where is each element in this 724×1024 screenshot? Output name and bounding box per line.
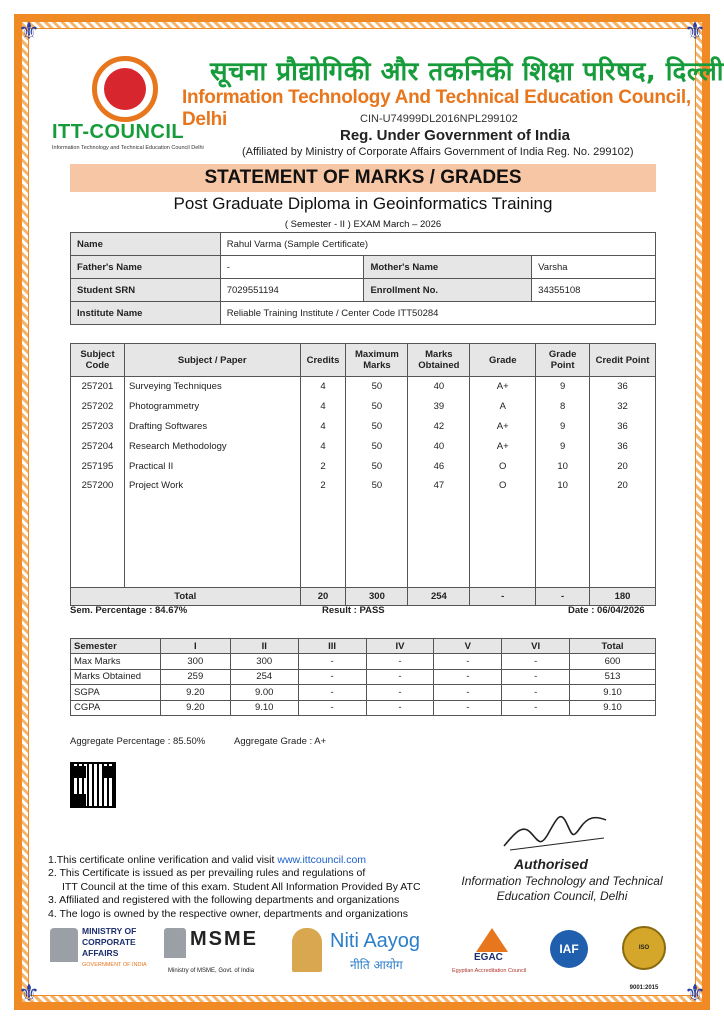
father-name: - [220, 256, 364, 279]
institute-name: Reliable Training Institute / Center Code ITT50284 [220, 302, 655, 325]
marks-table [70, 343, 656, 606]
verification-link[interactable]: www.ittcouncil.com [277, 854, 367, 866]
column-header: Credits [300, 344, 346, 377]
total-max-marks: 300 [346, 587, 408, 605]
table-cell: 40 [408, 436, 470, 456]
srn-label: Student SRN [71, 279, 221, 302]
table-cell: CGPA [71, 700, 161, 716]
table-cell: 257203 [71, 417, 125, 437]
student-name: Rahul Varma (Sample Certificate) [220, 233, 655, 256]
table-cell: - [502, 669, 570, 685]
mca-subtext: GOVERNMENT OF INDIA [82, 962, 147, 968]
table-cell: 513 [570, 669, 656, 685]
table-cell: 259 [160, 669, 230, 685]
student-srn: 7029551194 [220, 279, 364, 302]
table-cell: A [470, 397, 536, 417]
total-credit-point: 180 [590, 587, 656, 605]
table-cell: 32 [590, 397, 656, 417]
table-row [71, 476, 656, 496]
mca-logo: MINISTRY OF CORPORATE AFFAIRS [82, 926, 137, 958]
semester-percentage: Sem. Percentage : 84.67% [70, 605, 188, 616]
fleur-de-lis-icon: ⚜ [684, 979, 706, 1007]
cin-number: CIN-U74999DL2016NPL299102 [360, 113, 518, 125]
table-cell: 36 [590, 436, 656, 456]
total-label: Total [71, 587, 301, 605]
table-cell: - [366, 654, 434, 670]
column-header: II [230, 639, 298, 654]
aggregate-percentage: Aggregate Percentage : 85.50% [70, 736, 206, 747]
org-line-2: Education Council, Delhi [496, 889, 628, 903]
table-cell: 2 [300, 456, 346, 476]
table-cell: SGPA [71, 685, 161, 701]
table-cell: 9 [536, 417, 590, 437]
table-row [71, 377, 656, 397]
table-row [71, 436, 656, 456]
semester-summary-table [70, 638, 656, 716]
table-cell: 9.10 [570, 700, 656, 716]
fleur-de-lis-icon: ⚜ [684, 17, 706, 45]
affiliation-line: (Affiliated by Ministry of Corporate Affairs Government of India Reg. No. 299102) [242, 146, 634, 158]
column-header: Subject / Paper [124, 344, 300, 377]
table-cell: 9.10 [570, 685, 656, 701]
issue-date: Date : 06/04/2026 [568, 605, 645, 616]
table-cell: A+ [470, 436, 536, 456]
table-cell: A+ [470, 377, 536, 397]
table-cell: 257202 [71, 397, 125, 417]
table-cell: 50 [346, 436, 408, 456]
table-cell: Surveying Techniques [124, 377, 300, 397]
aggregate-grade: Aggregate Grade : A+ [234, 736, 327, 747]
egac-pyramid-icon [476, 928, 508, 952]
certificate-notes [48, 854, 421, 921]
table-cell: 50 [346, 377, 408, 397]
footer-logos [44, 924, 680, 991]
iaf-logo: IAF [550, 930, 588, 968]
note-4: 4. The logo is owned by the respective owner, departments and organizations [48, 907, 408, 920]
signature-scribble [500, 804, 610, 854]
column-header: Grade [470, 344, 536, 377]
qr-code-icon[interactable] [70, 762, 116, 808]
table-cell: 9.00 [230, 685, 298, 701]
niti-aayog-logo: Niti Aayog [330, 930, 421, 952]
table-cell: - [502, 654, 570, 670]
authorised-label: Authorised [514, 856, 588, 872]
column-header: III [298, 639, 366, 654]
table-row [71, 700, 656, 716]
table-cell: Drafting Softwares [124, 417, 300, 437]
column-header: Subject Code [71, 344, 125, 377]
table-row [71, 654, 656, 670]
table-cell: 9.20 [160, 700, 230, 716]
table-cell: 50 [346, 397, 408, 417]
table-cell: 4 [300, 397, 346, 417]
table-cell: Practical II [124, 456, 300, 476]
table-cell: 42 [408, 417, 470, 437]
table-cell: Photogrammetry [124, 397, 300, 417]
table-cell: - [298, 654, 366, 670]
fleur-de-lis-icon: ⚜ [18, 17, 40, 45]
table-cell: O [470, 476, 536, 496]
table-cell: 257201 [71, 377, 125, 397]
table-cell: 300 [230, 654, 298, 670]
egac-subtext: Egyptian Accreditation Council [452, 968, 527, 974]
table-cell: 50 [346, 456, 408, 476]
mother-label: Mother's Name [364, 256, 532, 279]
council-name-english: Information Technology And Technical Education Council, Delhi [182, 87, 691, 130]
table-cell: Max Marks [71, 654, 161, 670]
total-credits: 20 [300, 587, 346, 605]
column-header: Total [570, 639, 656, 654]
table-cell: 36 [590, 377, 656, 397]
table-cell: 10 [536, 456, 590, 476]
table-cell: 9.10 [230, 700, 298, 716]
table-cell: - [298, 700, 366, 716]
table-cell: 50 [346, 417, 408, 437]
table-cell: 9.20 [160, 685, 230, 701]
course-name: Post Graduate Diploma in Geoinformatics Training [173, 194, 553, 213]
table-cell: Marks Obtained [71, 669, 161, 685]
table-cell: 36 [590, 417, 656, 437]
table-cell: 257200 [71, 476, 125, 496]
note-2-continued: ITT Council at the time of this exam. Student All Information Provided By ATC [62, 880, 421, 893]
table-row [71, 456, 656, 476]
table-cell: 9 [536, 377, 590, 397]
table-cell: 300 [160, 654, 230, 670]
student-info-table [70, 232, 656, 325]
total-marks-obtained: 254 [408, 587, 470, 605]
logo-wordmark: ITT-COUNCIL [52, 121, 185, 143]
column-header: IV [366, 639, 434, 654]
table-cell: 20 [590, 456, 656, 476]
institute-label: Institute Name [71, 302, 221, 325]
note-3: 3. Affiliated and registered with the following departments and organizations [48, 894, 400, 907]
table-cell: - [434, 700, 502, 716]
ashoka-pillar-icon [292, 928, 322, 972]
table-cell: A+ [470, 417, 536, 437]
table-cell: 257195 [71, 456, 125, 476]
column-header: I [160, 639, 230, 654]
table-row [71, 685, 656, 701]
document-title: STATEMENT OF MARKS / GRADES [70, 164, 656, 192]
table-cell: 20 [590, 476, 656, 496]
total-grade: - [470, 587, 536, 605]
column-header: Semester [71, 639, 161, 654]
authorising-organization [446, 874, 678, 904]
table-cell: 2 [300, 476, 346, 496]
mother-name: Varsha [532, 256, 656, 279]
total-row [71, 587, 656, 605]
registration-line: Reg. Under Government of India [340, 127, 571, 144]
table-cell: 47 [408, 476, 470, 496]
table-cell: 10 [536, 476, 590, 496]
org-line-1: Information Technology and Technical [461, 874, 663, 888]
egac-logo: EGAC [474, 952, 503, 963]
table-cell: 254 [230, 669, 298, 685]
father-label: Father's Name [71, 256, 221, 279]
table-cell: - [434, 685, 502, 701]
table-row [71, 397, 656, 417]
table-cell: Project Work [124, 476, 300, 496]
column-header: Maximum Marks [346, 344, 408, 377]
column-header: Grade Point [536, 344, 590, 377]
table-cell: - [434, 669, 502, 685]
table-cell: - [502, 700, 570, 716]
table-cell: 4 [300, 377, 346, 397]
total-grade-point: - [536, 587, 590, 605]
table-cell: 9 [536, 436, 590, 456]
table-cell: Research Methodology [124, 436, 300, 456]
column-header: Credit Point [590, 344, 656, 377]
column-header: VI [502, 639, 570, 654]
table-cell: - [434, 654, 502, 670]
table-cell: 257204 [71, 436, 125, 456]
niti-aayog-hindi: नीति आयोग [350, 958, 403, 972]
column-header: V [434, 639, 502, 654]
enrollment-number: 34355108 [532, 279, 656, 302]
msme-logo: MSME [190, 928, 258, 950]
table-cell: O [470, 456, 536, 476]
logo-subtext: Information Technology and Technical Education Council Delhi [52, 145, 204, 151]
result-status: Result : PASS [322, 605, 385, 616]
table-row [71, 669, 656, 685]
table-cell: 39 [408, 397, 470, 417]
table-cell: - [298, 669, 366, 685]
table-cell: - [366, 685, 434, 701]
fleur-de-lis-icon: ⚜ [18, 979, 40, 1007]
table-cell: - [298, 685, 366, 701]
ashoka-emblem-icon [164, 928, 186, 958]
council-logo-emblem [104, 68, 146, 110]
iso-seal: ISO 9001:2015 [622, 926, 666, 970]
table-cell: 40 [408, 377, 470, 397]
enrollment-label: Enrollment No. [364, 279, 532, 302]
name-label: Name [71, 233, 221, 256]
table-cell: 50 [346, 476, 408, 496]
note-1: 1.This certificate online verification and valid visit [48, 854, 278, 866]
table-cell: 4 [300, 417, 346, 437]
table-cell: 8 [536, 397, 590, 417]
table-cell: 600 [570, 654, 656, 670]
ashoka-emblem-icon [50, 928, 78, 962]
table-row [71, 417, 656, 437]
table-cell: 46 [408, 456, 470, 476]
msme-subtext: Ministry of MSME, Govt. of India [168, 968, 255, 974]
note-2: 2. This Certificate is issued as per prevailing rules and regulations of [48, 867, 366, 880]
column-header: Marks Obtained [408, 344, 470, 377]
council-name-hindi: सूचना प्रौद्योगिकी और तकनिकी शिक्षा परिषद, दिल्ली [210, 57, 724, 87]
semester-exam: ( Semester - II ) EXAM March – 2026 [284, 219, 442, 230]
table-cell: - [366, 669, 434, 685]
table-cell: 4 [300, 436, 346, 456]
table-cell: - [502, 685, 570, 701]
table-cell: - [366, 700, 434, 716]
